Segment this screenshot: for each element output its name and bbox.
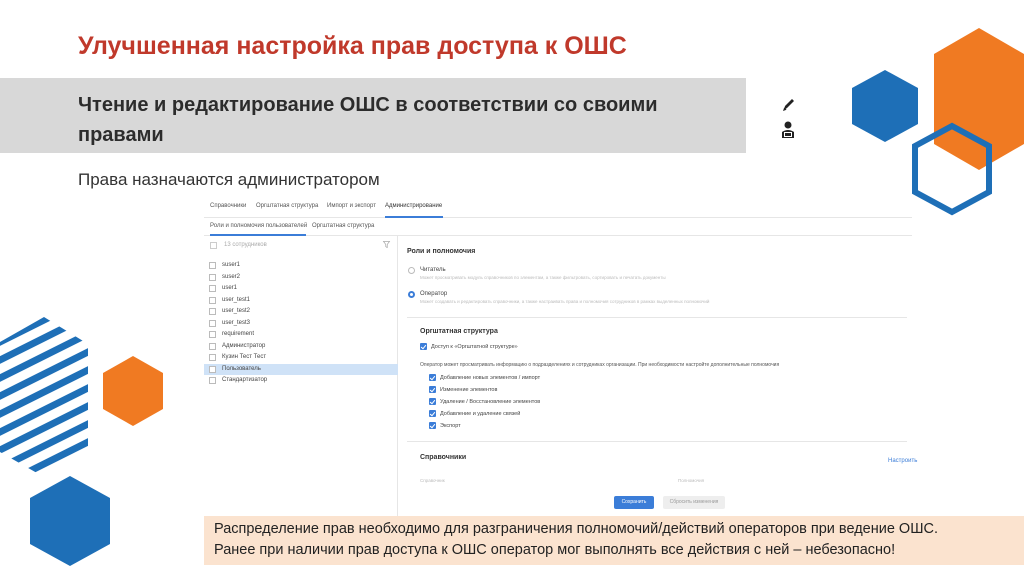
user-checkbox[interactable]: [209, 320, 216, 327]
search-placeholder: 13 сотрудников: [224, 242, 267, 248]
subtab-roles[interactable]: Роли и полномочия пользователей: [210, 223, 308, 229]
user-row[interactable]: [204, 295, 398, 307]
permission-checkbox[interactable]: [429, 410, 436, 417]
user-name: Пользователь: [222, 365, 261, 372]
user-checkbox[interactable]: [209, 354, 216, 361]
user-name: suser2: [222, 273, 241, 280]
permission-checkbox[interactable]: [429, 398, 436, 405]
user-list-panel: [204, 236, 398, 516]
permission-checkbox[interactable]: [429, 422, 436, 429]
user-name: Стандартизатор: [222, 377, 268, 383]
app-sub-nav: [204, 218, 912, 236]
user-name: requirement: [222, 331, 255, 337]
striped-hexagon: [0, 332, 88, 462]
permission-label: Добавление новых элементов / импорт: [440, 375, 541, 381]
role-operator-description: Может создавать и редактировать справочники, а также настраивать права и полномочия сотрудников в рамках выделенных полномочий: [420, 299, 710, 304]
column-header: Полномочия: [678, 478, 705, 483]
tab-org-structure[interactable]: Оргштатная структура: [256, 203, 319, 209]
app-nav-bar: [204, 196, 912, 218]
tab-directories[interactable]: Справочники: [210, 203, 247, 209]
blue-hexagon: [852, 70, 918, 142]
user-name: user_test1: [222, 296, 251, 303]
user-checkbox[interactable]: [209, 331, 216, 338]
permission-checkbox[interactable]: [429, 374, 436, 381]
user-name: user_test3: [222, 319, 251, 326]
select-all-checkbox[interactable]: [210, 242, 217, 249]
user-checkbox[interactable]: [209, 308, 216, 315]
column-header: Справочник: [420, 478, 445, 483]
divider: [407, 317, 907, 318]
user-checkbox[interactable]: [209, 274, 216, 281]
configure-link[interactable]: Настроить: [888, 458, 918, 464]
note-line-2: Ранее при наличии прав доступа к ОШС оператор мог выполнять все действия с ней – небезопасно!: [214, 542, 896, 558]
reset-button[interactable]: Сбросить изменения: [663, 496, 725, 509]
banner-text: Чтение и редактирование ОШС в соответствии со своими правами: [78, 94, 658, 146]
blue-hexagon-outline: [910, 122, 994, 216]
org-access-checkbox[interactable]: [420, 343, 427, 350]
app-screenshot: [204, 196, 918, 516]
role-reader-description: Может просматривать модуль справочников по элементам, а также фильтровать, сортировать и печатать документы: [420, 275, 666, 280]
user-row[interactable]: [204, 306, 398, 318]
user-name: suser1: [222, 262, 241, 268]
user-name: Кузин Тест Тест: [222, 354, 267, 360]
permission-label: Экспорт: [440, 423, 461, 429]
divider: [407, 441, 907, 442]
filter-icon[interactable]: [383, 241, 390, 248]
permission-label: Добавление и удаление связей: [440, 411, 521, 417]
tab-import-export[interactable]: Импорт и экспорт: [327, 203, 376, 209]
note-box: [204, 516, 1024, 565]
user-checkbox[interactable]: [209, 297, 216, 304]
role-reader-label: Читатель: [420, 267, 446, 273]
user-row[interactable]: [204, 341, 398, 353]
slide-subtitle: Права назначаются администратором: [78, 170, 380, 189]
operator-note: Оператор может просматривать информацию о подразделениях и сотрудниках организации. При необходимости настройте дополнительные полномочия: [420, 362, 780, 368]
user-checkbox[interactable]: [209, 262, 216, 269]
user-row[interactable]: [204, 283, 398, 295]
employee-search[interactable]: [208, 240, 394, 254]
pencil-icon: [782, 96, 796, 112]
permission-checkbox[interactable]: [429, 386, 436, 393]
subtab-org-structure[interactable]: Оргштатная структура: [312, 223, 375, 229]
user-checkbox[interactable]: [209, 343, 216, 350]
user-row[interactable]: [204, 352, 398, 364]
save-button[interactable]: Сохранить: [614, 496, 654, 509]
slide-title: Улучшенная настройка прав доступа к ОШС: [78, 32, 627, 60]
role-operator-radio[interactable]: [408, 291, 415, 298]
note-line-1: Распределение прав необходимо для разграничения полномочий/действий операторов при ведение ОШС.: [214, 521, 938, 537]
tab-administration[interactable]: Администрирование: [385, 203, 443, 209]
role-reader-radio[interactable]: [408, 267, 415, 274]
org-section-title: Оргштатная структура: [420, 328, 498, 335]
role-operator-label: Оператор: [420, 291, 448, 297]
permission-label: Удаление / Восстановление элементов: [440, 399, 541, 405]
orange-hexagon-small: [103, 356, 163, 426]
user-name: user_test2: [222, 308, 251, 314]
user-row[interactable]: [204, 318, 398, 330]
user-name: Администратор: [222, 342, 266, 349]
reader-icon: [780, 120, 796, 140]
user-row[interactable]: [204, 272, 398, 284]
roles-title: Роли и полномочия: [407, 248, 476, 255]
user-row[interactable]: [204, 375, 398, 387]
user-checkbox[interactable]: [209, 377, 216, 384]
user-row[interactable]: [204, 329, 398, 341]
roles-panel: [398, 236, 918, 516]
blue-hexagon-bottom: [30, 476, 110, 566]
user-name: user1: [222, 285, 238, 291]
user-checkbox[interactable]: [209, 366, 216, 373]
user-row[interactable]: [204, 260, 398, 272]
permission-label: Изменение элементов: [440, 387, 498, 393]
user-checkbox[interactable]: [209, 285, 216, 292]
directories-title: Справочники: [420, 454, 467, 461]
user-row-selected[interactable]: [204, 364, 398, 376]
org-access-label: Доступ к «Оргштатной структуре»: [431, 344, 518, 350]
